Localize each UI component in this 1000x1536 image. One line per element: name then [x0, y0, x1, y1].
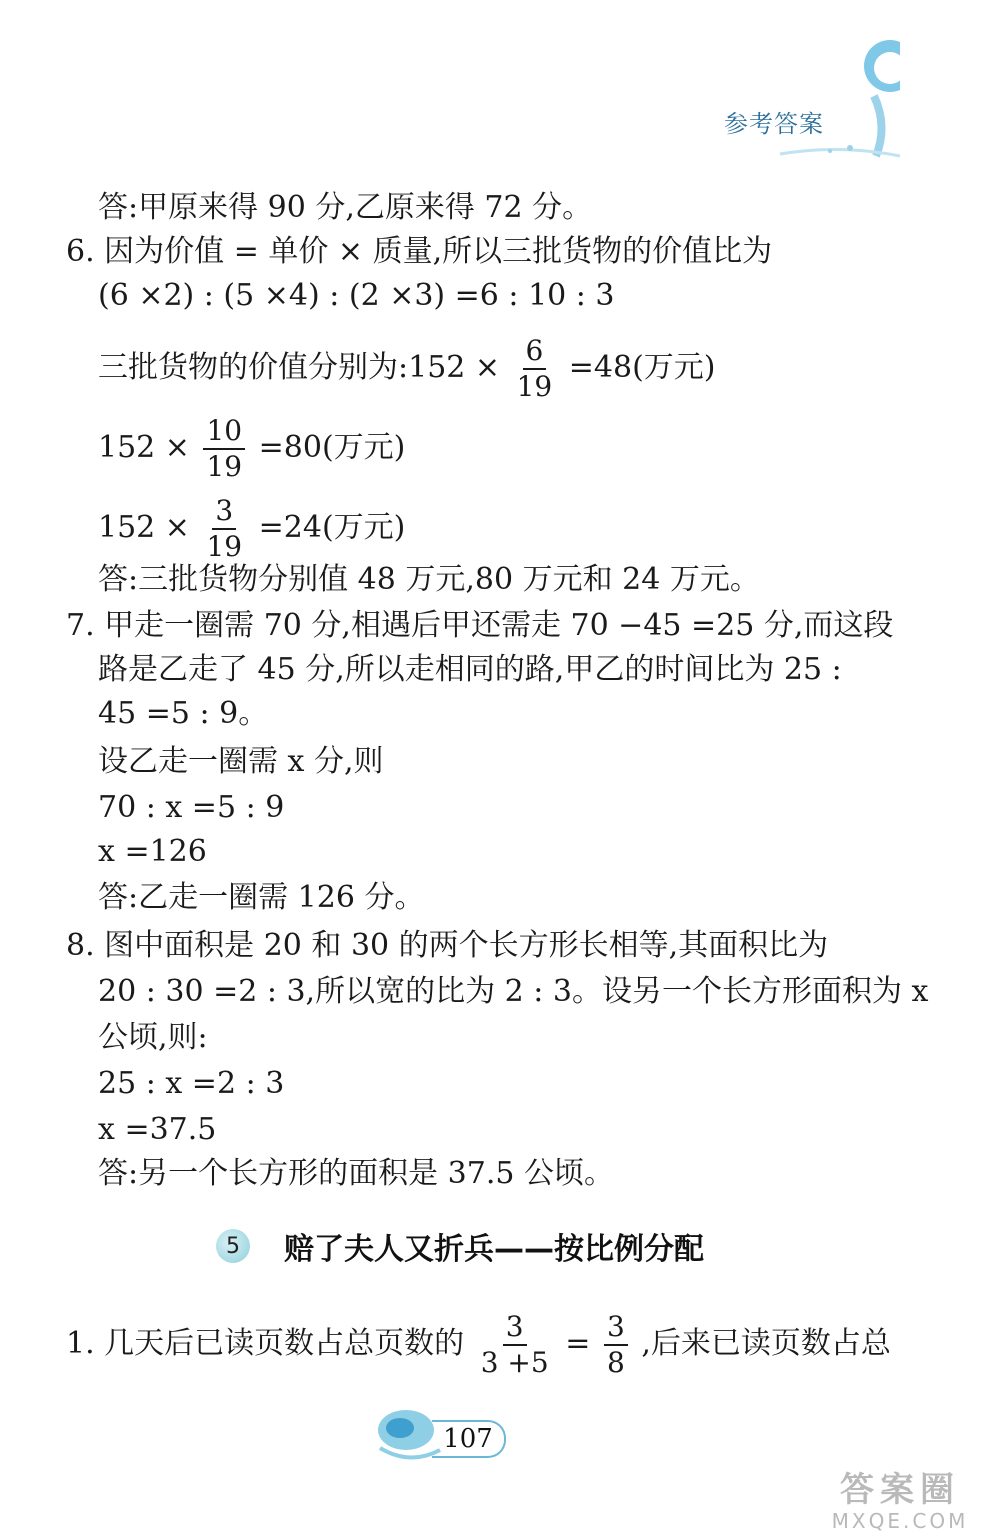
- fraction: [514, 334, 556, 404]
- equation-line: [98, 414, 405, 484]
- equation-line: [98, 494, 405, 564]
- fraction: [203, 494, 245, 564]
- watermark-text: 答案圈: [840, 1470, 960, 1510]
- ratio-line: (6 ×2) : (5 ×4) : (2 ×3) =6 : 10 : 3: [98, 278, 615, 313]
- text-line: 设乙走一圈需 x 分,则: [98, 744, 384, 779]
- girl-illustration: [700, 36, 900, 166]
- numerator: 6: [523, 334, 547, 370]
- text-line: 45 =5 : 9。: [98, 696, 269, 731]
- equals-sign: =: [565, 1326, 591, 1361]
- denominator: 19: [206, 530, 243, 563]
- section-header-title: 参考答案: [724, 110, 824, 138]
- denominator: 19: [516, 370, 553, 403]
- problem-text: 1. 几天后已读页数占总页数的: [66, 1326, 465, 1361]
- section-number-badge: 5: [216, 1229, 250, 1263]
- numerator: 3: [503, 1310, 527, 1346]
- denominator: 8: [606, 1346, 625, 1379]
- fraction: [203, 414, 245, 484]
- fraction: [604, 1310, 628, 1380]
- text-line: 公顷,则:: [98, 1020, 208, 1055]
- numerator: 10: [203, 414, 245, 450]
- equation-result: =24(万元): [258, 510, 406, 545]
- text-line: 路是乙走了 45 分,所以走相同的路,甲乙的时间比为 25 :: [98, 652, 842, 687]
- denominator: 3 +5: [480, 1346, 549, 1379]
- answer-line: 答:乙走一圈需 126 分。: [98, 880, 425, 915]
- problem-8-line: 8. 图中面积是 20 和 30 的两个长方形长相等,其面积比为: [66, 928, 829, 963]
- section-heading: [216, 1224, 704, 1268]
- equation-text: 三批货物的价值分别为:152 ×: [98, 350, 501, 385]
- equation-line: [98, 334, 716, 404]
- answer-line: 答:另一个长方形的面积是 37.5 公顷。: [98, 1156, 614, 1191]
- equation-line: 25 : x =2 : 3: [98, 1066, 285, 1101]
- problem-text: ,后来已读页数占总: [641, 1326, 891, 1361]
- equation-text: 152 ×: [98, 430, 190, 465]
- equation-text: 152 ×: [98, 510, 190, 545]
- section-title: 赔了夫人又折兵——按比例分配: [284, 1232, 704, 1267]
- fraction: [478, 1310, 552, 1380]
- equation-line: x =126: [98, 834, 207, 869]
- watermark-url: MXQE.COM: [831, 1509, 969, 1533]
- text-line: 20 : 30 =2 : 3,所以宽的比为 2 : 3。设另一个长方形面积为 x: [98, 974, 929, 1009]
- denominator: 19: [206, 450, 243, 483]
- watermark: [800, 1470, 1000, 1536]
- equation-result: =48(万元): [568, 350, 716, 385]
- problem-1-line: [66, 1310, 891, 1380]
- answer-line: 答:三批货物分别值 48 万元,80 万元和 24 万元。: [98, 562, 760, 597]
- equation-line: 70 : x =5 : 9: [98, 790, 285, 825]
- equation-result: =80(万元): [258, 430, 406, 465]
- problem-6-line: 6. 因为价值 = 单价 × 质量,所以三批货物的价值比为: [66, 234, 773, 269]
- numerator: 3: [604, 1310, 628, 1346]
- numerator: 3: [212, 494, 236, 530]
- equation-line: x =37.5: [98, 1112, 217, 1147]
- problem-7-line: 7. 甲走一圈需 70 分,相遇后甲还需走 70 −45 =25 分,而这段: [66, 608, 894, 643]
- answer-line: 答:甲原来得 90 分,乙原来得 72 分。: [98, 190, 593, 225]
- page-number: 107: [432, 1420, 506, 1458]
